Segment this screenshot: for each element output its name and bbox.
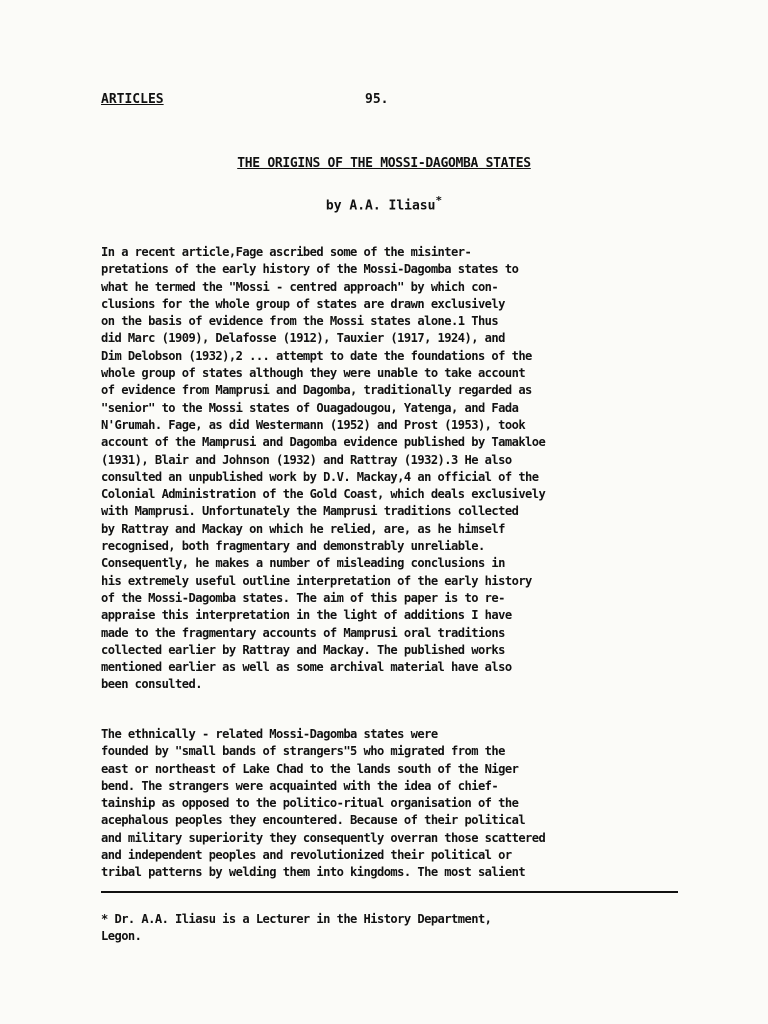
byline-text: by A.A. Iliasu: [325, 198, 436, 214]
section-label: ARTICLES: [101, 92, 164, 107]
footnote: * Dr. A.A. Iliasu is a Lecturer in the History Department, Legon.: [101, 912, 492, 944]
footnote-divider: [101, 891, 678, 893]
byline: [0, 194, 768, 213]
article-title: [0, 156, 768, 171]
paragraph-2: The ethnically - related Mossi-Dagomba states were founded by "small bands of strangers"5 who migrated from the east or northeast of Lake Chad to the lands south of the Niger bend. The strangers were acquainted with the idea of chief- tainship as opposed to the politico-ritual organisation of the acephalous peoples they encountered. Because of their political and military superiority they consequently overran those scattered and independent peoples and revolutionized their political or tribal patterns by welding them into kingdoms. The most salient: [101, 727, 546, 880]
page-header: [101, 92, 661, 107]
page-number: 95.: [365, 92, 389, 107]
paragraph-1: In a recent article,Fage ascribed some of the misinter- pretations of the early history of the Mossi-Dagomba states to what he termed the "Mossi - centred approach" by which con- clusions for the whole group of states are drawn exclusively on the basis of evidence from the Mossi states alone.1 Thus did Marc (1909), Delafosse (1912), Tauxier (1917, 1924), and Dim Delobson (1932),2 ... attempt to date the foundations of the whole group of states although they were unable to take account of evidence from Mamprusi and Dagomba, traditionally regarded as "senior" to the Mossi states of Ouagadougou, Yatenga, and Fada N'Grumah. Fage, as did Westermann (1952) and Prost (1953), took account of the Mamprusi and Dagomba evidence published by Tamakloe (1931), Blair and Johnson (1932) and Rattray (1932).3 He also consulted an unpublished work by D.V. Mackay,4 an official of the Colonial Administration of the Gold Coast, which deals exclusively with Mamprusi. Unfortunately the Mamprusi traditions collected by Rattray and Mackay on which he relied, are, as he himself recognised, both fragmentary and demonstrably unreliable. Consequently, he makes a number of misleading conclusions in his extremely useful outline interpretation of the early history of the Mossi-Dagomba states. The aim of this paper is to re- appraise this interpretation in the light of additions I have made to the fragmentary accounts of Mamprusi oral traditions collected earlier by Rattray and Mackay. The published works mentioned earlier as well as some archival material have also been consulted.: [101, 245, 546, 692]
byline-footnote-mark: *: [435, 194, 443, 207]
article-title-text: THE ORIGINS OF THE MOSSI-DAGOMBA STATES: [237, 156, 531, 171]
